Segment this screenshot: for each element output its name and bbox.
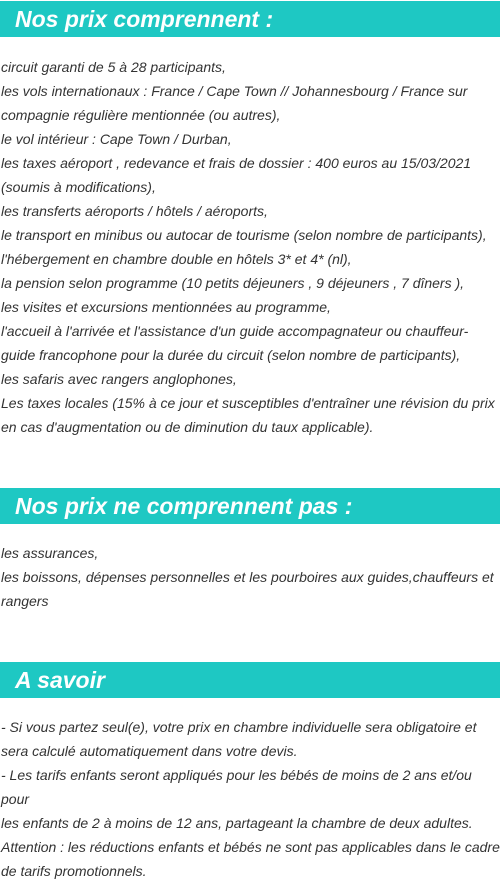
list-item: le transport en minibus ou autocar de tourisme (selon nombre de participants), xyxy=(1,227,487,243)
section-heading: Nos prix comprennent : xyxy=(15,5,274,32)
list-item: sera calculé automatiquement dans votre devis. xyxy=(1,743,298,759)
list-item: l'accueil à l'arrivée et l'assistance d'un guide accompagnateur ou chauffeur- xyxy=(1,323,469,339)
list-item: l'hébergement en chambre double en hôtels 3* et 4* (nl), xyxy=(1,251,352,267)
list-item: les visites et excursions mentionnées au programme, xyxy=(1,299,331,315)
list-item: les transferts aéroports / hôtels / aéroports, xyxy=(1,203,268,219)
list-item: (soumis à modifications), xyxy=(1,179,156,195)
section-title-good-to-know xyxy=(0,662,500,698)
list-item: en cas d'augmentation ou de diminution du taux applicable). xyxy=(1,419,374,435)
list-item: les vols internationaux : France / Cape Town // Johannesbourg / France sur xyxy=(1,83,468,99)
list-item: guide francophone pour la durée du circuit (selon nombre de participants), xyxy=(1,347,461,363)
included-list xyxy=(0,55,500,439)
list-item: - Si vous partez seul(e), votre prix en chambre individuelle sera obligatoire et xyxy=(1,719,477,735)
list-item: les assurances, xyxy=(1,545,99,561)
list-item: compagnie régulière mentionnée (ou autres), xyxy=(1,107,281,123)
list-item: le vol intérieur : Cape Town / Durban, xyxy=(1,131,232,147)
list-item: Attention : les réductions enfants et bébés ne sont pas applicables dans le cadre xyxy=(1,839,500,855)
list-item: - Les tarifs enfants seront appliqués pour les bébés de moins de 2 ans et/ou pour xyxy=(1,767,472,807)
not-included-list xyxy=(0,541,500,613)
list-item: de tarifs promotionnels. xyxy=(1,863,147,879)
list-item: la pension selon programme (10 petits déjeuners , 9 déjeuners , 7 dîners ), xyxy=(1,275,465,291)
good-to-know-list xyxy=(0,715,500,883)
list-item: les enfants de 2 à moins de 12 ans, partageant la chambre de deux adultes. xyxy=(1,815,473,831)
list-item: les boissons, dépenses personnelles et les pourboires aux guides,chauffeurs et xyxy=(1,569,494,585)
section-heading: A savoir xyxy=(15,666,105,693)
section-title-included xyxy=(0,1,500,37)
section-title-not-included xyxy=(0,488,500,524)
list-item: circuit garanti de 5 à 28 participants, xyxy=(1,59,226,75)
list-item: les safaris avec rangers anglophones, xyxy=(1,371,237,387)
list-item: Les taxes locales (15% à ce jour et susceptibles d'entraîner une révision du prix xyxy=(1,395,495,411)
section-heading: Nos prix ne comprennent pas : xyxy=(15,492,353,519)
list-item: les taxes aéroport , redevance et frais de dossier : 400 euros au 15/03/2021 xyxy=(1,155,472,171)
list-item: rangers xyxy=(1,593,49,609)
